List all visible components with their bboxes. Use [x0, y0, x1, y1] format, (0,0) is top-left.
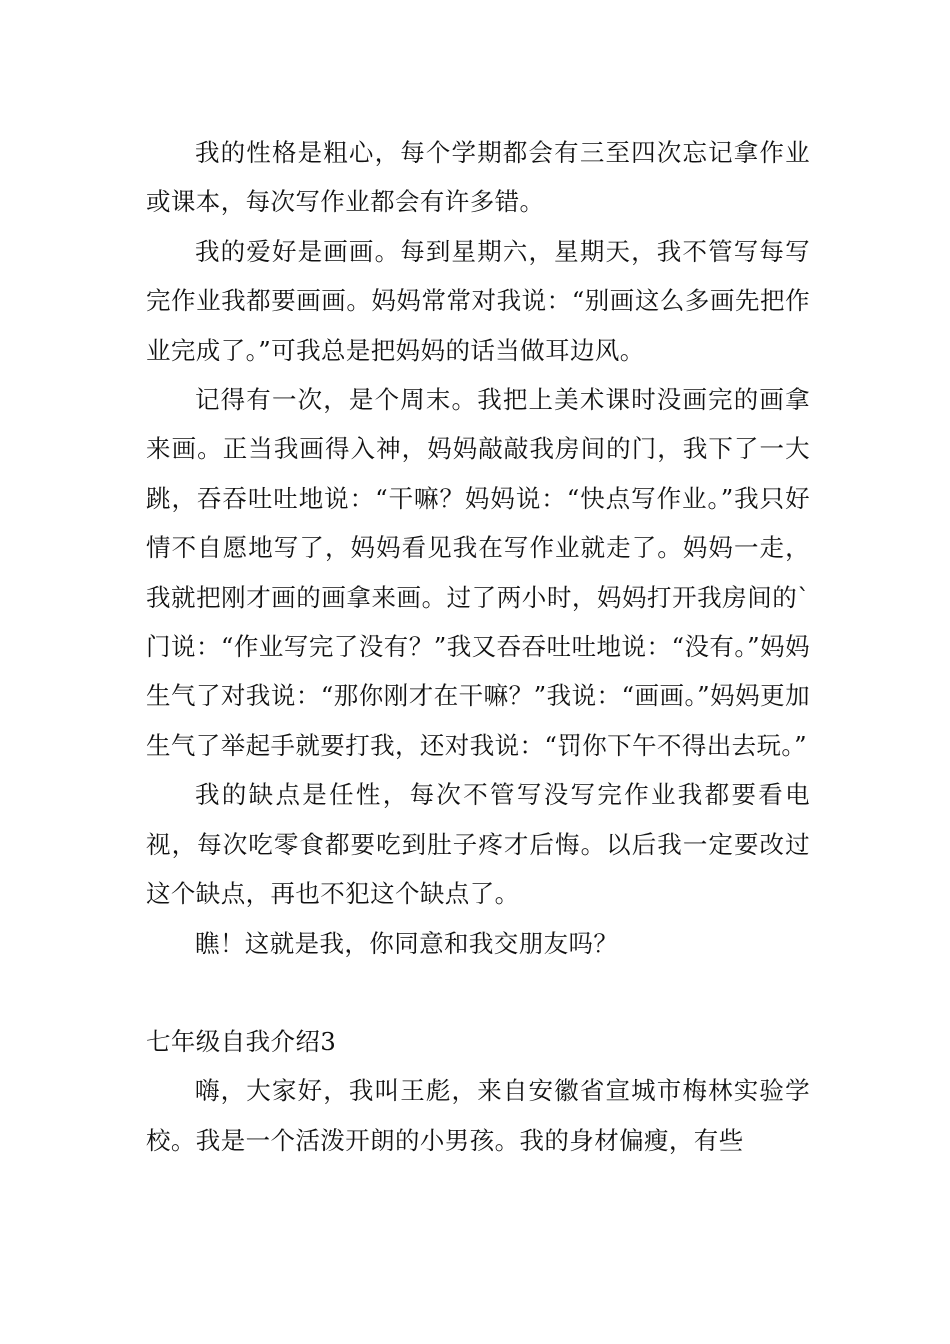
section-spacer: [146, 968, 810, 1017]
paragraph-story: 记得有一次，是个周末。我把上美术课时没画完的画拿来画。正当我画得入神，妈妈敲敲我房间的门，我下了一大跳，吞吞吐吐地说：“干嘛？妈妈说：“快点写作业。”我只好情不自愿地写了，妈妈看见我在写作业就走了。妈妈一走，我就把刚才画的画拿来画。过了两小时，妈妈打开我房间的`门说：“作业写完了没有？”我又吞吞吐吐地说：“没有。”妈妈生气了对我说：“那你刚才在干嘛？”我说：“画画。”妈妈更加生气了举起手就要打我，还对我说：“罚你下午不得出去玩。”: [146, 385, 810, 760]
paragraph-hobby: 我的爱好是画画。每到星期六，星期天，我不管写每写完作业我都要画画。妈妈常常对我说：“别画这么多画先把作业完成了。”可我总是把妈妈的话当做耳边风。: [146, 236, 810, 365]
paragraph-intro: 嗨，大家好，我叫王彪，来自安徽省宣城市梅林实验学校。我是一个活泼开朗的小男孩。我的身材偏瘦，有些: [146, 1076, 810, 1155]
section-heading: 七年级自我介绍3: [146, 1026, 337, 1056]
document-page: [146, 128, 810, 1165]
paragraph-closing: 瞧！这就是我，你同意和我交朋友吗？: [195, 928, 619, 958]
paragraph-shortcoming: 我的缺点是任性，每次不管写没写完作业我都要看电视，每次吃零食都要吃到肚子疼才后悔。以后我一定要改过这个缺点，再也不犯这个缺点了。: [146, 780, 810, 909]
paragraph-personality: 我的性格是粗心，每个学期都会有三至四次忘记拿作业或课本，每次写作业都会有许多错。: [146, 138, 810, 217]
